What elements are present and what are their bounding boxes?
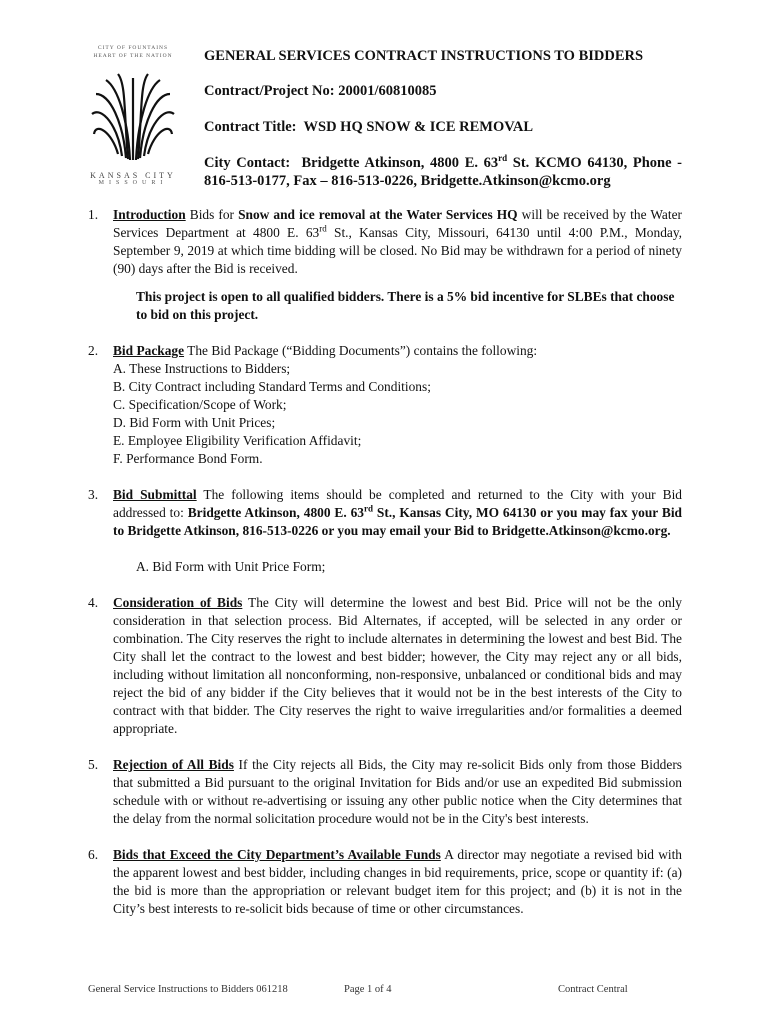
section-bid-submittal <box>88 486 682 540</box>
section-text: The City will determine the lowest and best Bid. Price will not be the only consideration in that selection process. Bid Alternates, if accepted, will be selected in any order or combination. The City reserves the right to include alternates in determining the lowest and best Bid. The City shall let the contract to the lowest and best bidder; however, the City may reject any or all bids, including without limitation all nonconforming, non-responsive, unbalanced or conditional bids and may reject the bid of any bidder if the City believes that it would not be in the best interests of the City to contract with that bidder. The City reserves the right to waive irregularities and/or formalities a deemed appropriate. <box>113 595 682 736</box>
bid-incentive-notice: This project is open to all qualified bidders. There is a 5% bid incentive for SLBEs that choose to bid on this project. <box>136 289 675 322</box>
section-text: The Bid Package (“Bidding Documents”) contains the following: <box>184 343 538 358</box>
city-logo <box>88 44 178 196</box>
section-text: A director may negotiate a revised bid with the apparent lowest and best bidder, including changes in bid requirements, price, scope or quantity if: (a) the bid is more than the appropriation or relevant budget item for this project; and (b) it is not in the City’s best interests to re-solicit bids because of time or other circumstances. <box>113 847 682 916</box>
section-title: Bid Package <box>113 343 185 358</box>
list-item: B. City Contract including Standard Terms and Conditions; <box>113 379 431 394</box>
section-text: St., Kansas City, Missouri, 64130 until 4:00 P.M., Monday, September 9, 2019 at which time bidding will be closed. No Bid may be withdrawn for a period of ninety (90) days after the Bid is received. <box>113 225 682 276</box>
city-contact-part-a: Bridgette Atkinson, 4800 E. 63 <box>301 155 499 171</box>
submittal-address: Bridgette Atkinson, 4800 E. 63 <box>187 505 364 520</box>
footer-document-id: General Service Instructions to Bidders 061218 <box>88 984 288 995</box>
section-bids-exceed-funds <box>88 846 682 918</box>
section-title: Consideration of Bids <box>113 595 243 610</box>
list-item: D. Bid Form with Unit Prices; <box>113 415 276 430</box>
bid-package-list <box>113 360 682 468</box>
contract-title-line <box>204 119 533 136</box>
section-number: 2. <box>88 343 99 358</box>
section-text: will be received by the Water Services Department at 4800 E. 63 <box>113 207 682 240</box>
city-contact-sup: rd <box>498 153 508 164</box>
contract-number-line <box>204 83 436 100</box>
city-contact-label: City Contact: <box>204 155 291 171</box>
footer-page-number: Page 1 of 4 <box>344 984 392 995</box>
submittal-address-rest: St., Kansas City, MO 64130 or you may fax your Bid to Bridgette Atkinson, 816-513-0226 or you may email your Bid to Bridgette.Atkinson@kcmo.org. <box>113 505 682 538</box>
logo-city-name: KANSAS CITY <box>90 171 176 180</box>
contract-title-label: Contract Title: <box>204 119 297 135</box>
section-introduction <box>88 206 682 278</box>
list-item: A. These Instructions to Bidders; <box>113 361 291 376</box>
section-text: If the City rejects all Bids, the City may re-solicit Bids only from those Bidders that submitted a Bid pursuant to the original Invitation for Bids and/or use an expedited Bid submission schedule with or without re-advertising or issuing any other public notice when the City determines that the delay from the normal solicitation procedure would not be in the City's best interests. <box>113 757 682 826</box>
logo-tagline-2: HEART OF THE NATION <box>93 53 173 59</box>
logo-state-name: MISSOURI <box>98 180 168 186</box>
contract-number: 20001/60810085 <box>338 83 437 99</box>
fountain-icon <box>88 60 178 164</box>
project-description: Snow and ice removal at the Water Services HQ <box>238 207 518 222</box>
section-title: Bid Submittal <box>113 487 197 502</box>
ordinal-sup: rd <box>319 223 327 234</box>
section-text: The following items should be completed and returned to the City with your Bid addressed to: <box>113 487 682 520</box>
city-contact-part-b: St. KCMO 64130, Phone - 816-513-0177, Fax – 816-513-0226, Bridgette.Atkinson@kcmo.org <box>204 155 683 189</box>
section-number: 5. <box>88 757 99 772</box>
document-body <box>88 206 682 918</box>
city-contact-line <box>204 154 682 190</box>
section-number: 3. <box>88 487 99 502</box>
section-text: Bids for <box>185 207 239 222</box>
list-item: C. Specification/Scope of Work; <box>113 397 287 412</box>
section-number: 6. <box>88 847 99 862</box>
document-title: GENERAL SERVICES CONTRACT INSTRUCTIONS TO BIDDERS <box>204 48 644 64</box>
section-number: 4. <box>88 595 99 610</box>
section-bid-package <box>88 342 682 468</box>
list-item: F. Performance Bond Form. <box>113 451 263 466</box>
section-number: 1. <box>88 207 99 222</box>
section-title: Introduction <box>113 207 186 222</box>
footer-department: Contract Central <box>558 984 628 995</box>
logo-tagline-1: CITY OF FOUNTAINS <box>97 45 169 51</box>
section-consideration-of-bids <box>88 594 682 738</box>
contract-title: WSD HQ SNOW & ICE REMOVAL <box>303 119 533 135</box>
ordinal-sup: rd <box>363 503 373 514</box>
submittal-item: A. Bid Form with Unit Price Form; <box>136 559 326 574</box>
section-title: Rejection of All Bids <box>113 757 234 772</box>
section-rejection-of-all-bids <box>88 756 682 828</box>
contract-number-label: Contract/Project No: <box>204 83 335 99</box>
list-item: E. Employee Eligibility Verification Affidavit; <box>113 433 362 448</box>
section-title: Bids that Exceed the City Department’s Available Funds <box>113 847 441 862</box>
